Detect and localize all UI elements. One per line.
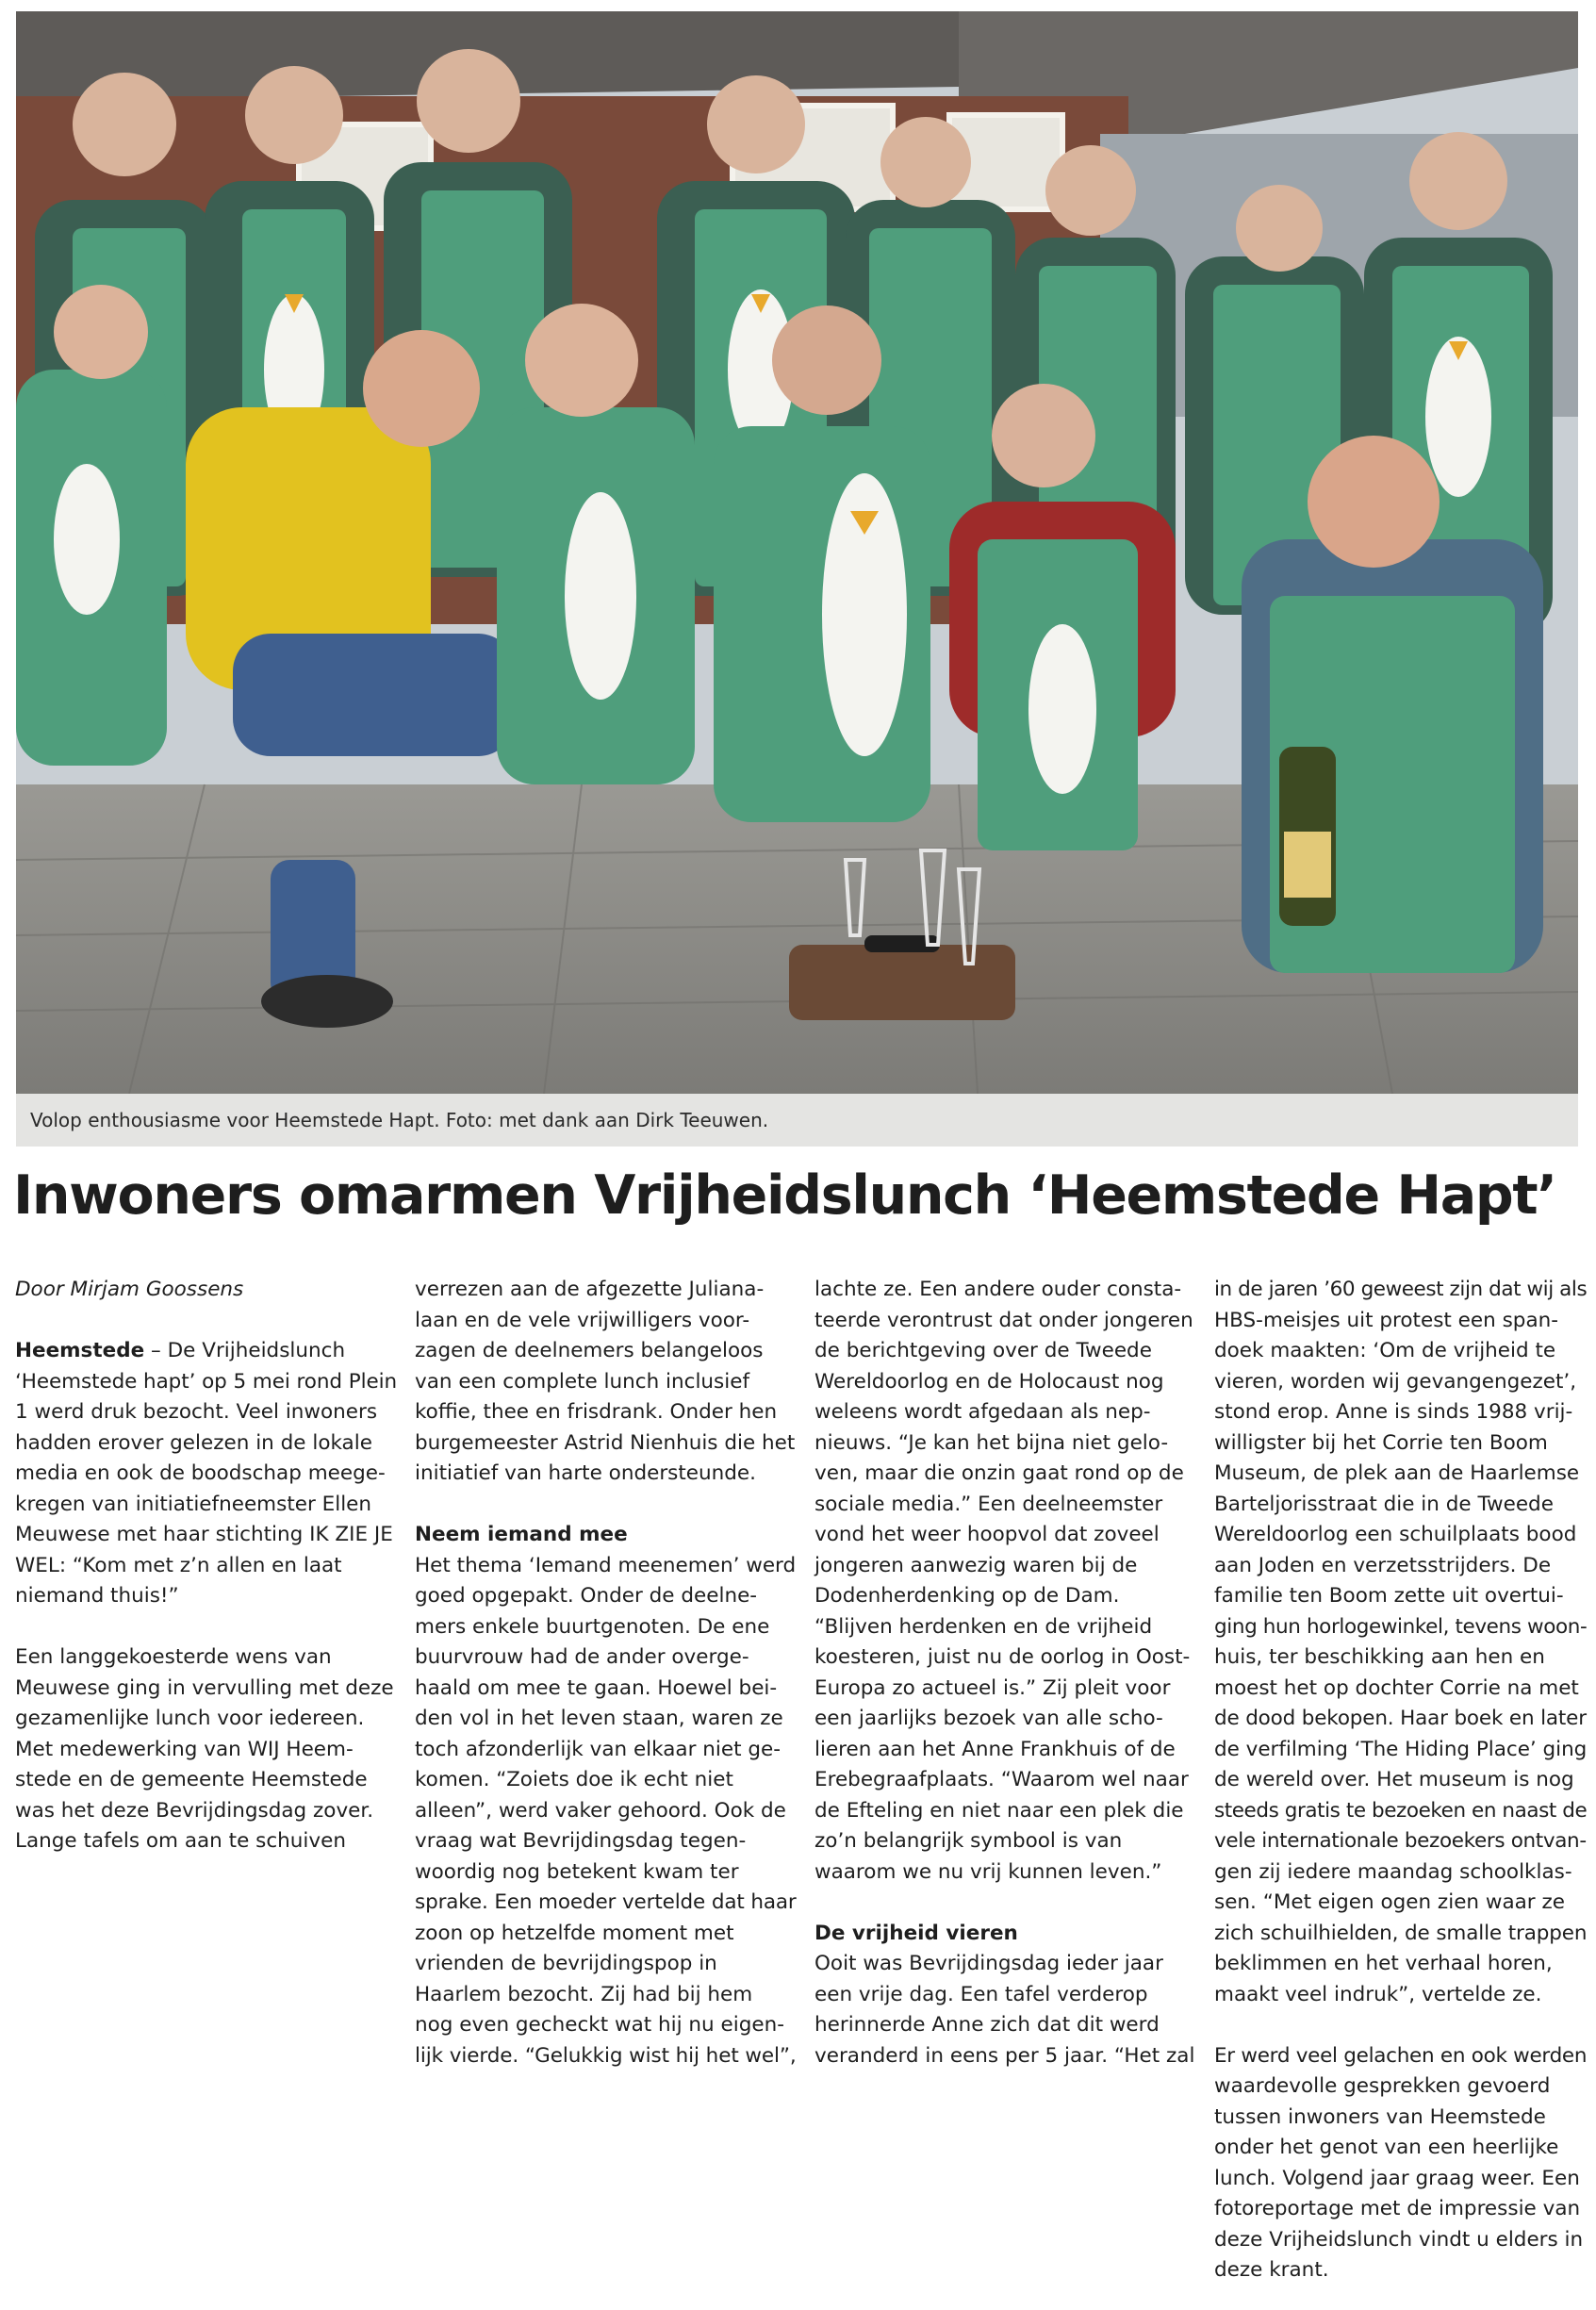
spacer <box>15 1306 397 1337</box>
article-headline: Inwoners omarmen Vrijheidslunch ‘Heemstede Hapt’ <box>13 1164 1556 1227</box>
text-line: de Efteling en niet naar een plek die <box>814 1798 1184 1823</box>
caption-text: Volop enthousiasme voor Heemstede Hapt. Foto: met dank aan Dirk Teeuwen. <box>30 1109 769 1131</box>
text-line: sociale media.” Een deelneemster <box>814 1492 1163 1516</box>
text-line: aan Joden en verzetsstrijders. De <box>1214 1553 1552 1577</box>
article-column-1 <box>15 1275 397 1857</box>
text-line: initiatief van harte ondersteunde. <box>415 1461 756 1485</box>
text-line: goed opgepakt. Onder de deelne- <box>415 1584 758 1608</box>
text-line: stede en de gemeente Heemstede <box>15 1768 368 1791</box>
subhead-neem-iemand-mee: Neem iemand mee <box>415 1523 628 1546</box>
text-line: zagen de deelnemers belangeloos <box>415 1339 764 1362</box>
text-line: Er werd veel gelachen en ook werden <box>1214 2043 1588 2068</box>
text-line: komen. “Zoiets doe ik echt niet <box>415 1768 733 1791</box>
text-line: deze Vrijheidslunch vindt u elders in <box>1214 2227 1584 2252</box>
article-column-3 <box>814 1275 1196 2071</box>
lead-text: – De Vrijheidslunch <box>144 1339 346 1362</box>
text-line: 1 werd druk bezocht. Veel inwoners <box>15 1400 378 1424</box>
text-line: nieuws. “Je kan het bijna niet gelo- <box>814 1430 1169 1455</box>
text-line: vraag wat Bevrijdingsdag tegen- <box>415 1829 747 1853</box>
text-line: steeds gratis te bezoeken en naast de <box>1214 1798 1588 1823</box>
lead-line <box>15 1336 397 1367</box>
text-line: waardevolle gesprekken gevoerd <box>1214 2074 1551 2098</box>
text-line: koffie, thee en frisdrank. Onder hen <box>415 1400 778 1424</box>
text-line: burgemeester Astrid Nienhuis die het <box>415 1430 796 1455</box>
text-line: veranderd in eens per 5 jaar. “Het zal <box>814 2043 1195 2068</box>
text-line: laan en de vele vrijwilligers voor- <box>415 1308 750 1332</box>
text-line: lachte ze. Een andere ouder consta- <box>814 1278 1182 1301</box>
text-line: vond het weer hoopvol dat zoveel <box>814 1523 1160 1546</box>
dateline: Heemstede <box>15 1339 145 1362</box>
text-line: “Blijven herdenken en de vrijheid <box>814 1614 1153 1639</box>
text-line: den vol in het leven staan, waren ze <box>415 1707 783 1730</box>
text-line: sprake. Een moeder vertelde dat haar <box>415 1890 797 1914</box>
text-line: Een langgekoesterde wens van <box>15 1645 332 1669</box>
text-line: zo’n belangrijk symbool is van <box>814 1829 1123 1853</box>
text-line: buurvrouw had de ander overge- <box>415 1645 749 1669</box>
text-line: lieren aan het Anne Frankhuis of de <box>814 1737 1176 1761</box>
text-line: Europa zo actueel is.” Zij pleit voor <box>814 1675 1171 1700</box>
text-line: maakt veel indruk”, vertelde ze. <box>1214 1982 1542 2006</box>
text-line: weleens wordt afgedaan als nep- <box>814 1400 1151 1424</box>
text-line: de verfilming ‘The Hiding Place’ ging <box>1214 1737 1588 1761</box>
article-photo <box>16 11 1578 1094</box>
text-line: zich schuilhielden, de smalle trappen <box>1214 1921 1588 1945</box>
text-line: woordig nog betekent kwam ter <box>415 1859 739 1884</box>
article-column-2 <box>415 1275 797 2071</box>
text-line: niemand thuis!” <box>15 1584 179 1608</box>
paragraph-break <box>15 1612 397 1643</box>
paragraph-break <box>814 1888 1196 1919</box>
text-line: kregen van initiatiefneemster Ellen <box>15 1492 372 1516</box>
text-line: Erebegraafplaats. “Waarom wel naar <box>814 1768 1189 1791</box>
text-line: verrezen aan de afgezette Juliana- <box>415 1278 765 1301</box>
text-line: teerde verontrust dat onder jongeren <box>814 1308 1193 1332</box>
subhead-de-vrijheid-vieren: De vrijheid vieren <box>814 1921 1018 1945</box>
text-line: mers enkele buurtgenoten. De ene <box>415 1614 770 1639</box>
article-column-4 <box>1214 1275 1587 2286</box>
text-line: sen. “Met eigen ogen zien waar ze <box>1214 1890 1565 1914</box>
text-line: ging hun horlogewinkel, tevens woon- <box>1214 1614 1588 1639</box>
text-line: moest het op dochter Corrie na met <box>1214 1675 1579 1700</box>
text-line: toch afzonderlijk van elkaar niet ge- <box>415 1737 781 1761</box>
text-line: Meuwese ging in vervulling met deze <box>15 1675 394 1700</box>
text-line: Ooit was Bevrijdingsdag ieder jaar <box>814 1952 1163 1975</box>
text-line: vele internationale bezoekers ontvan- <box>1214 1829 1587 1853</box>
text-line: willigster bij het Corrie ten Boom <box>1214 1430 1548 1455</box>
text-line: van een complete lunch inclusief <box>415 1369 750 1394</box>
text-line: Wereldoorlog en de Holocaust nog <box>814 1369 1164 1394</box>
byline: Door Mirjam Goossens <box>15 1278 244 1301</box>
text-line: de wereld over. Het museum is nog <box>1214 1768 1574 1791</box>
text-line: haald om mee te gaan. Hoewel bei- <box>415 1675 778 1700</box>
text-line: Meuwese met haar stichting IK ZIE JE <box>15 1523 393 1546</box>
text-line: de berichtgeving over de Tweede <box>814 1339 1152 1362</box>
text-line: Wereldoorlog een schuilplaats bood <box>1214 1523 1577 1546</box>
text-line: waarom we nu vrij kunnen leven.” <box>814 1859 1162 1884</box>
text-line: huis, ter beschikking aan hen en <box>1214 1645 1545 1669</box>
text-line: media en ook de boodschap meege- <box>15 1461 386 1485</box>
column-4-body <box>1214 1275 1587 2286</box>
column-1-body <box>15 1367 397 1857</box>
text-line: alleen”, werd vaker gehoord. Ook de <box>415 1798 786 1823</box>
paragraph-break <box>415 1490 797 1521</box>
text-line: Met medewerking van WIJ Heem- <box>15 1737 354 1761</box>
text-line: Museum, de plek aan de Haarlemse <box>1214 1461 1580 1485</box>
text-line: nog even gecheckt wat hij nu eigen- <box>415 2013 784 2037</box>
text-line: WEL: “Kom met z’n allen en laat <box>15 1553 342 1577</box>
text-line: een jaarlijks bezoek van alle scho- <box>814 1707 1163 1730</box>
text-line: lijk vierde. “Gelukkig wist hij het wel”, <box>415 2043 797 2068</box>
text-line: een vrije dag. Een tafel verderop <box>814 1982 1148 2006</box>
column-3-body-b <box>814 1949 1196 2071</box>
text-line: HBS-meisjes uit protest een span- <box>1214 1308 1559 1332</box>
column-3-body-a <box>814 1275 1196 1919</box>
text-line: deze krant. <box>1214 2258 1329 2282</box>
text-line: herinnerde Anne zich dat dit werd <box>814 2013 1160 2037</box>
text-line: zoon op hetzelfde moment met <box>415 1921 734 1945</box>
text-line: lunch. Volgend jaar graag weer. Een <box>1214 2166 1580 2190</box>
text-line: doek maakten: ‘Om de vrijheid te <box>1214 1339 1556 1362</box>
column-2-body-a <box>415 1275 797 1520</box>
group-photo-illustration <box>16 11 1578 1094</box>
text-line: Dodenherdenking op de Dam. <box>814 1584 1120 1608</box>
text-line: de dood bekopen. Haar boek en later <box>1214 1707 1587 1730</box>
column-2-body-b <box>415 1551 797 2072</box>
text-line: vrienden de bevrijdingspop in <box>415 1952 717 1975</box>
paragraph-break <box>1214 2010 1587 2041</box>
text-line: familie ten Boom zette uit overtui- <box>1214 1584 1564 1608</box>
photo-caption <box>16 1094 1578 1147</box>
text-line: ‘Heemstede hapt’ op 5 mei rond Plein <box>15 1369 398 1394</box>
text-line: fotoreportage met de impressie van <box>1214 2197 1581 2220</box>
text-line: ven, maar die onzin gaat rond op de <box>814 1461 1184 1485</box>
text-line: Lange tafels om aan te schuiven <box>15 1829 346 1853</box>
text-line: hadden erover gelezen in de lokale <box>15 1430 372 1455</box>
text-line: was het deze Bevrijdingsdag zover. <box>15 1798 374 1823</box>
text-line: Haarlem bezocht. Zij had bij hem <box>415 1982 753 2006</box>
text-line: stond erop. Anne is sinds 1988 vrij- <box>1214 1400 1573 1424</box>
text-line: gezamenlijke lunch voor iedereen. <box>15 1707 365 1730</box>
text-line: in de jaren ’60 geweest zijn dat wij als <box>1214 1278 1588 1301</box>
text-line: tussen inwoners van Heemstede <box>1214 2104 1546 2129</box>
text-line: gen zij iedere maandag schoolklas- <box>1214 1859 1572 1884</box>
text-line: Het thema ‘Iemand meenemen’ werd <box>415 1553 797 1577</box>
text-line: koesteren, juist nu de oorlog in Oost- <box>814 1645 1191 1669</box>
text-line: onder het genot van een heerlijke <box>1214 2136 1559 2159</box>
text-line: jongeren aanwezig waren bij de <box>814 1553 1138 1577</box>
text-line: vieren, worden wij gevangengezet’, <box>1214 1369 1577 1394</box>
text-line: Barteljorisstraat die in de Tweede <box>1214 1492 1554 1516</box>
text-line: beklimmen en het verhaal horen, <box>1214 1952 1553 1975</box>
